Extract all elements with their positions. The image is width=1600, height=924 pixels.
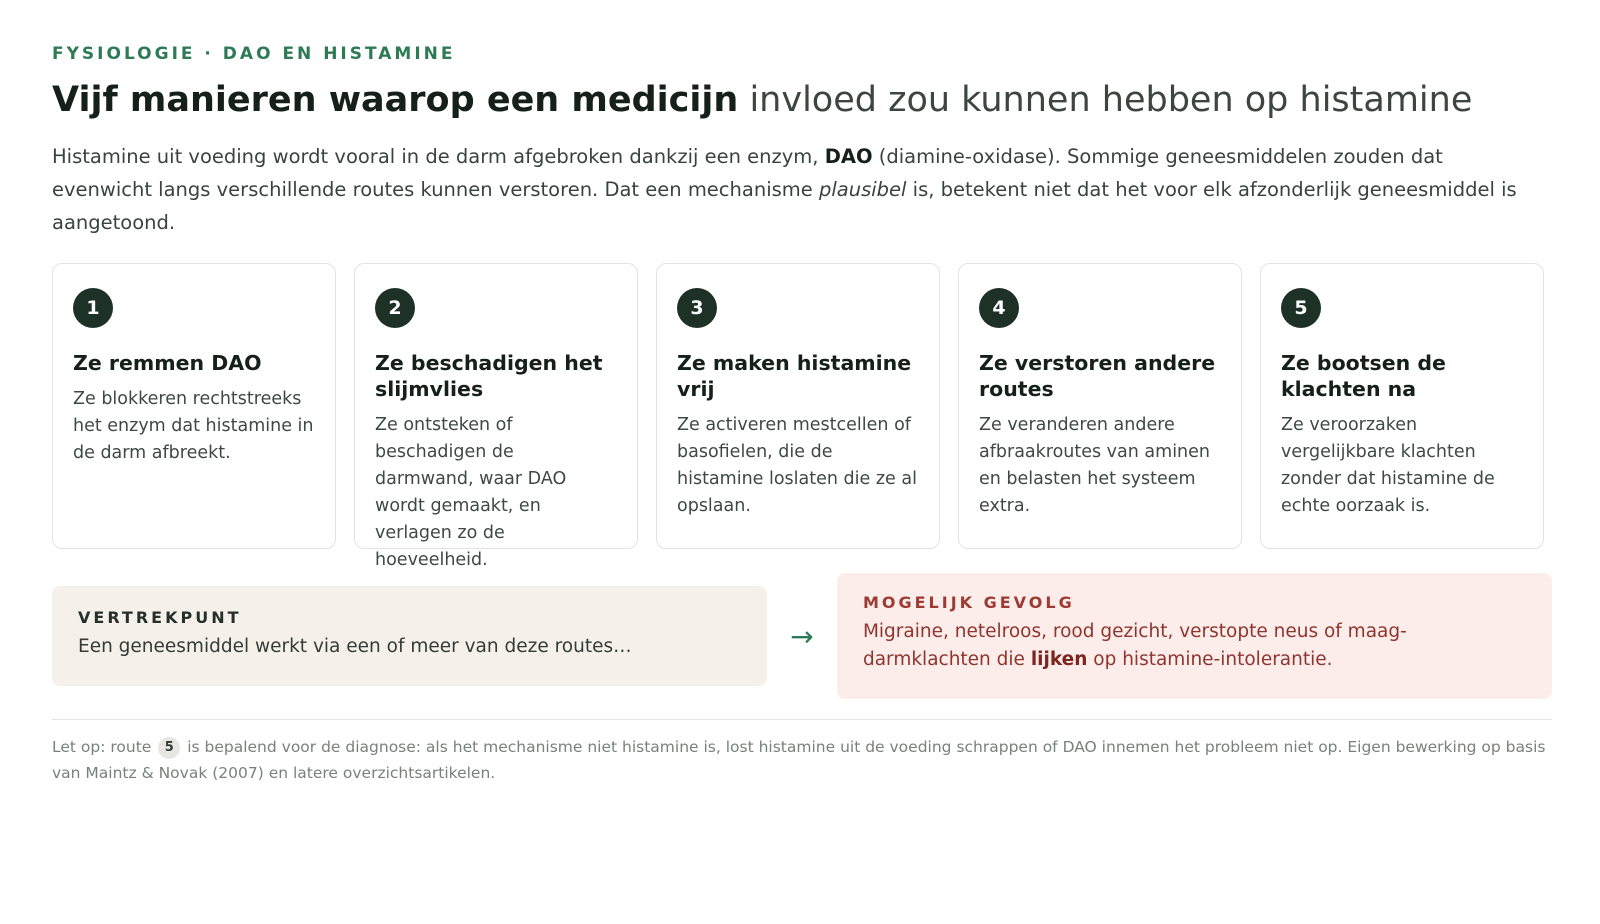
possible-consequence-box	[837, 573, 1552, 699]
route-card-2	[354, 263, 638, 570]
route-title: Ze maken histamine vrij	[677, 351, 912, 401]
arrow-right-icon: →	[790, 619, 814, 653]
intro-dao: DAO	[824, 145, 873, 168]
consequence-part1: Migraine, netelroos, rood gezicht, verstopte neus of maag-darmklachten die	[862, 621, 1407, 670]
route-card-1	[52, 263, 336, 549]
footnote	[52, 734, 1552, 786]
route-card-5	[1260, 263, 1544, 549]
route-title: Ze beschadigen het slijmvlies	[375, 351, 603, 401]
intro-part2: (diamine-oxidase). Sommige geneesmiddelen zouden dat evenwicht langs verschillende routes kunnen verstoren. Dat een mechanisme	[52, 145, 1443, 201]
route-title: Ze remmen DAO	[73, 351, 262, 375]
starting-point-text: Een geneesmiddel werkt via een of meer van deze routes…	[78, 636, 632, 657]
route-description: Ze blokkeren rechtstreeks het enzym dat histamine in de darm afbreekt.	[73, 389, 314, 463]
divider	[52, 719, 1552, 720]
intro-part3: is, betekent niet dat het voor elk afzonderlijk geneesmiddel is aangetoond.	[52, 178, 1517, 234]
page	[52, 44, 1552, 786]
footnote-part2: is bepalend voor de diagnose: als het mechanisme niet histamine is, lost histamine uit de voeding schrappen of DAO innemen het probleem niet op. Eigen bewerking op basis van Maintz & Novak (2007) en latere overzichtsartikelen.	[52, 738, 1546, 782]
route-number-badge: 1	[73, 288, 113, 328]
route-number-badge: 3	[677, 288, 717, 328]
eyebrow: FYSIOLOGIE · DAO EN HISTAMINE	[52, 44, 456, 64]
route-description: Ze veroorzaken vergelijkbare klachten zonder dat histamine de echte oorzaak is.	[1281, 415, 1495, 516]
title-strong: Vijf manieren waarop een medicijn	[52, 80, 739, 120]
route-description: Ze activeren mestcellen of basofielen, die de histamine loslaten die ze al opslaan.	[677, 415, 917, 516]
possible-consequence-text	[863, 618, 1526, 674]
footnote-part1: Let op: route	[52, 738, 157, 756]
intro-paragraph	[52, 140, 1532, 239]
route-description: Ze ontsteken of beschadigen de darmwand, waar DAO wordt gemaakt, en verlagen zo de hoeveelheid.	[375, 415, 567, 570]
route-card-4	[958, 263, 1242, 549]
title-light: invloed zou kunnen hebben op histamine	[738, 80, 1473, 120]
flow-row	[52, 573, 1552, 699]
consequence-strong: lijken	[1030, 649, 1088, 670]
route-number-pill: 5	[158, 737, 180, 759]
route-number-badge: 2	[375, 288, 415, 328]
route-title: Ze verstoren andere routes	[979, 351, 1216, 401]
consequence-part2: op histamine-intolerantie.	[1087, 649, 1333, 670]
page-title	[52, 78, 1552, 122]
route-title: Ze bootsen de klachten na	[1281, 351, 1446, 401]
route-card-3	[656, 263, 940, 549]
route-cards	[52, 263, 1552, 570]
starting-point-label: VERTREKPUNT	[78, 608, 242, 627]
route-number-badge: 5	[1281, 288, 1321, 328]
starting-point-box	[52, 586, 767, 686]
route-description: Ze veranderen andere afbraakroutes van aminen en belasten het systeem extra.	[979, 415, 1211, 516]
route-number-badge: 4	[979, 288, 1019, 328]
intro-part1: Histamine uit voeding wordt vooral in de darm afgebroken dankzij een enzym,	[52, 145, 825, 168]
possible-consequence-label: MOGELIJK GEVOLG	[862, 593, 1075, 612]
intro-emphasis: plausibel	[818, 178, 907, 201]
